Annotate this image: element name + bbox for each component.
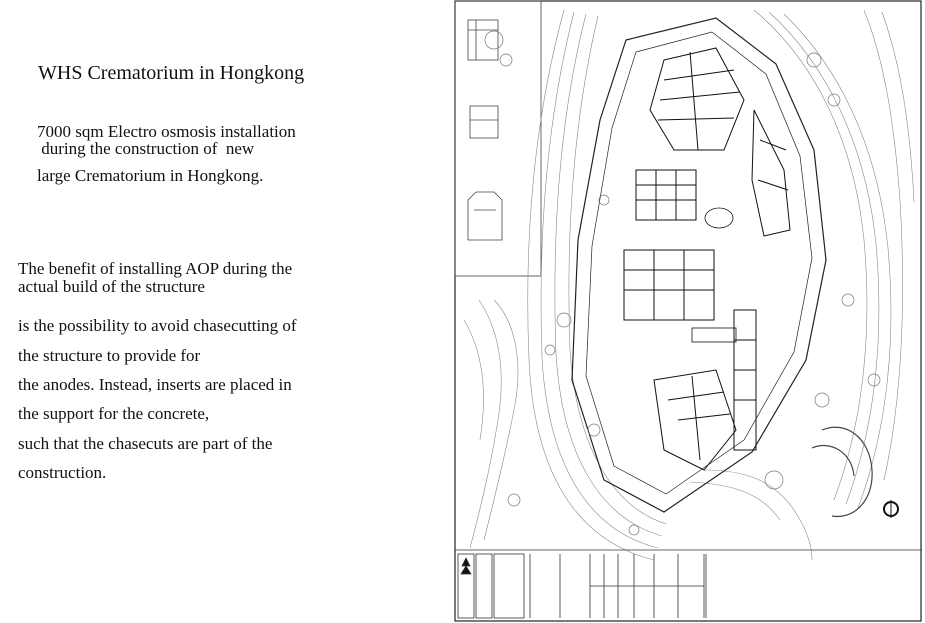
intro-line-3: large Crematorium in Hongkong.: [37, 166, 264, 185]
body-line-2: actual build of the structure: [18, 277, 205, 296]
intro-line-2: during the construction of new: [37, 139, 255, 158]
body-line-1: The benefit of installing AOP during the: [18, 259, 293, 278]
body-line-5: the anodes. Instead, inserts are placed in: [18, 375, 292, 394]
body-line-4: the structure to provide for: [18, 346, 201, 365]
body-line-6: the support for the concrete,: [18, 404, 210, 423]
intro-line-1: 7000 sqm Electro osmosis installation: [37, 122, 296, 141]
site-plan-drawing: [454, 0, 924, 623]
page-title: WHS Crematorium in Hongkong: [38, 62, 305, 84]
body-line-7: such that the chasecuts are part of the: [18, 434, 273, 453]
body-line-8: construction.: [18, 463, 107, 482]
body-line-3: is the possibility to avoid chasecutting of: [18, 316, 297, 335]
